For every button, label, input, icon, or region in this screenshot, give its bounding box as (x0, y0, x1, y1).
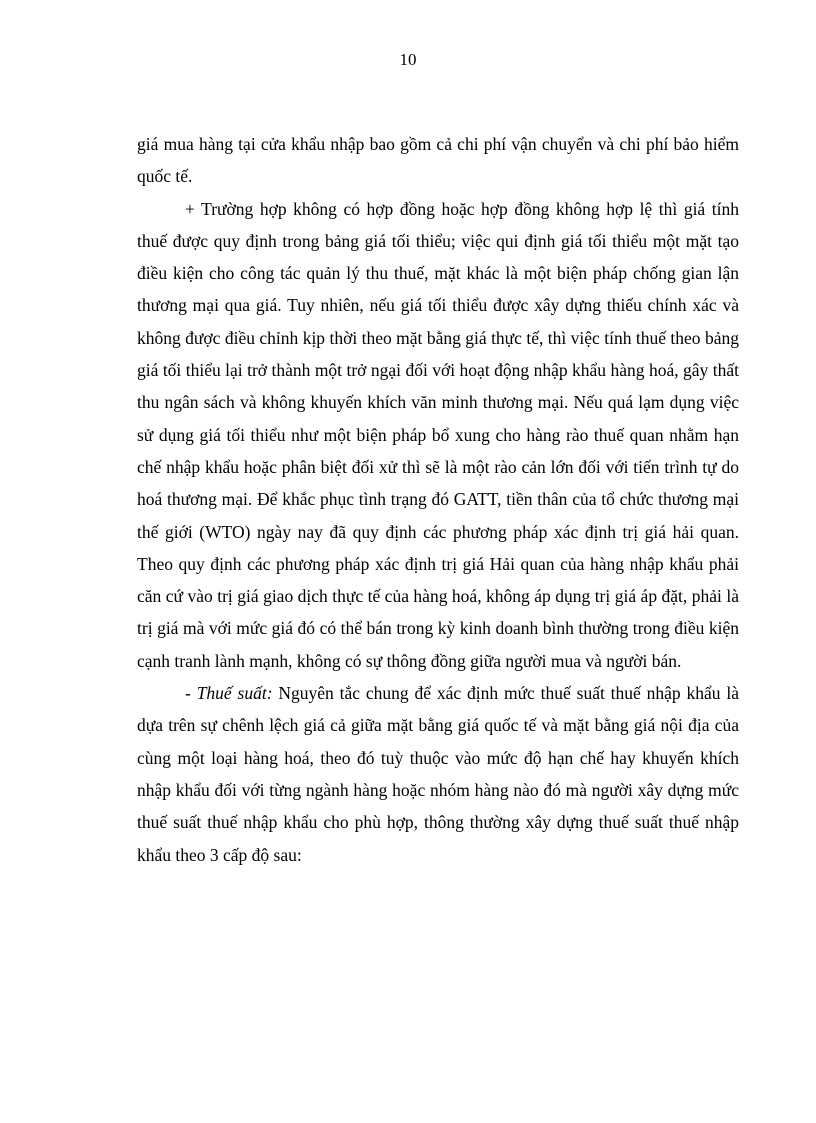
paragraph-purchase-price-continuation: giá mua hàng tại cửa khẩu nhập bao gồm cả chi phí vận chuyển và chi phí bảo hiểm quốc tế. (137, 134, 739, 187)
body-text (137, 128, 739, 871)
paragraph-minimum-price-case: + Trường hợp không có hợp đồng hoặc hợp đồng không hợp lệ thì giá tính thuế được quy định trong bảng giá tối thiểu; việc qui định giá tối thiểu một mặt tạo điều kiện cho công tác quản lý thu thuế, mặt khác là một biện pháp chống gian lận thương mại qua giá. Tuy nhiên, nếu giá tối thiểu được xây dựng thiếu chính xác và không được điều chỉnh kịp thời theo mặt bằng giá thực tế, thì việc tính thuế theo bảng giá tối thiểu lại trở thành một trở ngại đối với hoạt động nhập khẩu hàng hoá, gây thất thu ngân sách và không khuyến khích văn minh thương mại. Nếu quá lạm dụng việc sử dụng giá tối thiểu như một biện pháp bổ xung cho hàng rào thuế quan nhằm hạn chế nhập khẩu hoặc phân biệt đối xử thì sẽ là một rào cản lớn đối với tiến trình tự do hoá thương mại. Để khắc phục tình trạng đó GATT, tiền thân của tổ chức thương mại thế giới (WTO) ngày nay đã quy định các phương pháp xác định trị giá hải quan. Theo quy định các phương pháp xác định trị giá Hải quan của hàng nhập khẩu phải căn cứ vào trị giá giao dịch thực tế của hàng hoá, không áp dụng trị giá áp đặt, phải là trị giá mà với mức giá đó có thể bán trong kỳ kinh doanh bình thường trong điều kiện cạnh tranh lành mạnh, không có sự thông đồng giữa người mua và người bán. (137, 198, 739, 671)
paragraph-tax-rate-prefix: - (185, 683, 197, 704)
page-number: 10 (399, 50, 417, 69)
paragraph-tax-rate-text: Nguyên tắc chung để xác định mức thuế suất thuế nhập khẩu là dựa trên sự chênh lệch giá cả giữa mặt bằng giá quốc tế và mặt bằng giá nội địa của cùng một loại hàng hoá, theo đó tuỳ thuộc vào mức độ hạn chế hay khuyến khích nhập khẩu đối với từng ngành hàng hoặc nhóm hàng nào đó mà người xây dựng mức thuế suất thuế nhập khẩu cho phù hợp, thông thường xây dựng thuế suất thuế nhập khẩu theo 3 cấp độ sau: (137, 683, 740, 865)
tax-rate-term: Thuế suất: (196, 683, 273, 704)
paragraph-tax-rate (137, 677, 739, 871)
